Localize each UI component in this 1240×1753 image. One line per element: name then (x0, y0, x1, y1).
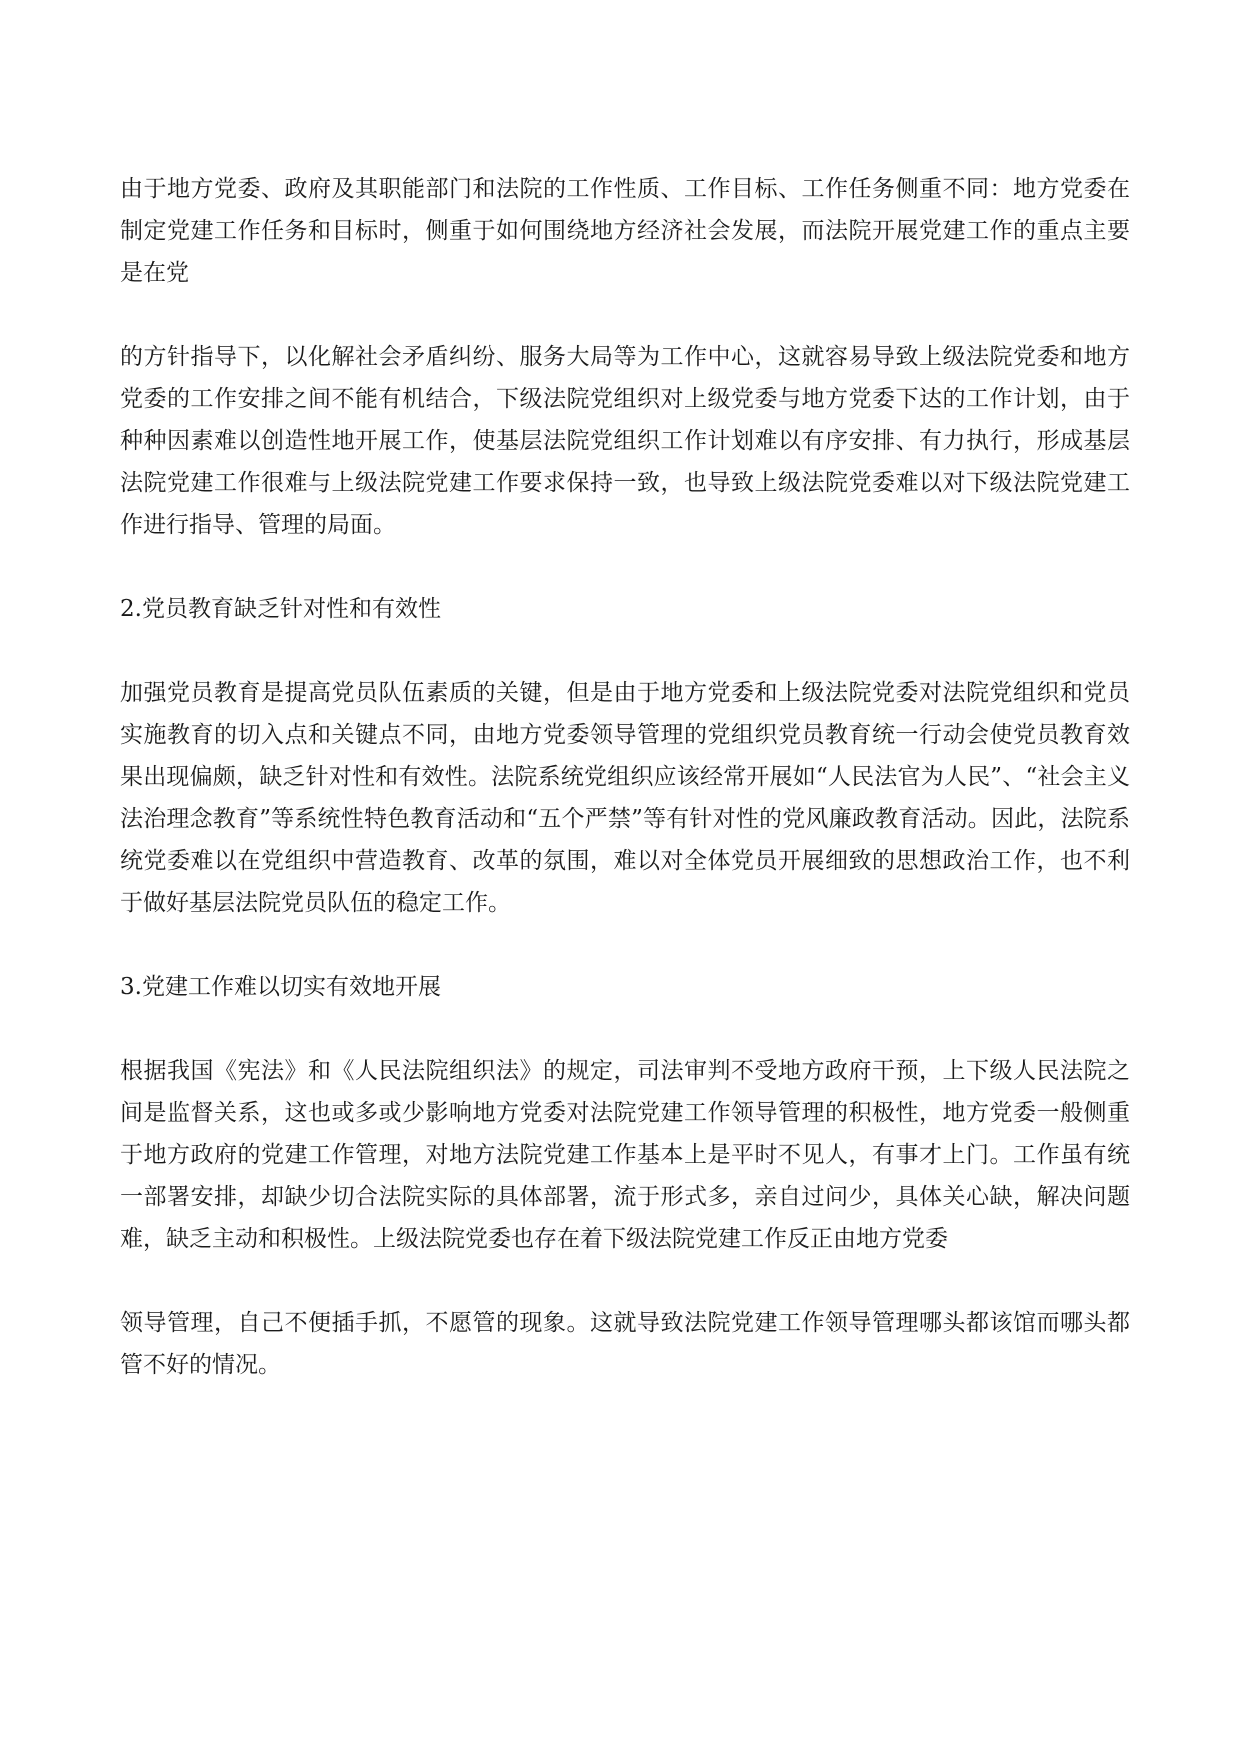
paragraph-4: 根据我国《宪法》和《人民法院组织法》的规定，司法审判不受地方政府干预，上下级人民法院之间是监督关系，这也或多或少影响地方党委对法院党建工作领导管理的积极性，地方党委一般侧重于地方政府的党建工作管理，对地方法院党建工作基本上是平时不见人，有事才上门。工作虽有统一部署安排，却缺少切合法院实际的具体部署，流于形式多，亲自过问少，具体关心缺，解决问题难，缺乏主动和积极性。上级法院党委也存在着下级法院党建工作反正由地方党委 (120, 1058, 1130, 1252)
section-heading-2: 2.党员教育缺乏针对性和有效性 (120, 596, 441, 622)
document-page (120, 168, 1130, 1386)
paragraph-1: 由于地方党委、政府及其职能部门和法院的工作性质、工作目标、工作任务侧重不同：地方党委在制定党建工作任务和目标时，侧重于如何围绕地方经济社会发展，而法院开展党建工作的重点主要是在党 (120, 176, 1130, 286)
paragraph-5: 领导管理，自己不便插手抓，不愿管的现象。这就导致法院党建工作领导管理哪头都该馆而哪头都管不好的情况。 (120, 1310, 1130, 1378)
paragraph-3: 加强党员教育是提高党员队伍素质的关键，但是由于地方党委和上级法院党委对法院党组织和党员实施教育的切入点和关键点不同，由地方党委领导管理的党组织党员教育统一行动会使党员教育效果出现偏颇，缺乏针对性和有效性。法院系统党组织应该经常开展如“人民法官为人民”、“社会主义法治理念教育”等系统性特色教育活动和“五个严禁”等有针对性的党风廉政教育活动。因此，法院系统党委难以在党组织中营造教育、改革的氛围，难以对全体党员开展细致的思想政治工作，也不利于做好基层法院党员队伍的稳定工作。 (120, 680, 1130, 916)
paragraph-2: 的方针指导下，以化解社会矛盾纠纷、服务大局等为工作中心，这就容易导致上级法院党委和地方党委的工作安排之间不能有机结合，下级法院党组织对上级党委与地方党委下达的工作计划，由于种种因素难以创造性地开展工作，使基层法院党组织工作计划难以有序安排、有力执行，形成基层法院党建工作很难与上级法院党建工作要求保持一致，也导致上级法院党委难以对下级法院党建工作进行指导、管理的局面。 (120, 344, 1130, 538)
section-heading-3: 3.党建工作难以切实有效地开展 (120, 974, 441, 1000)
